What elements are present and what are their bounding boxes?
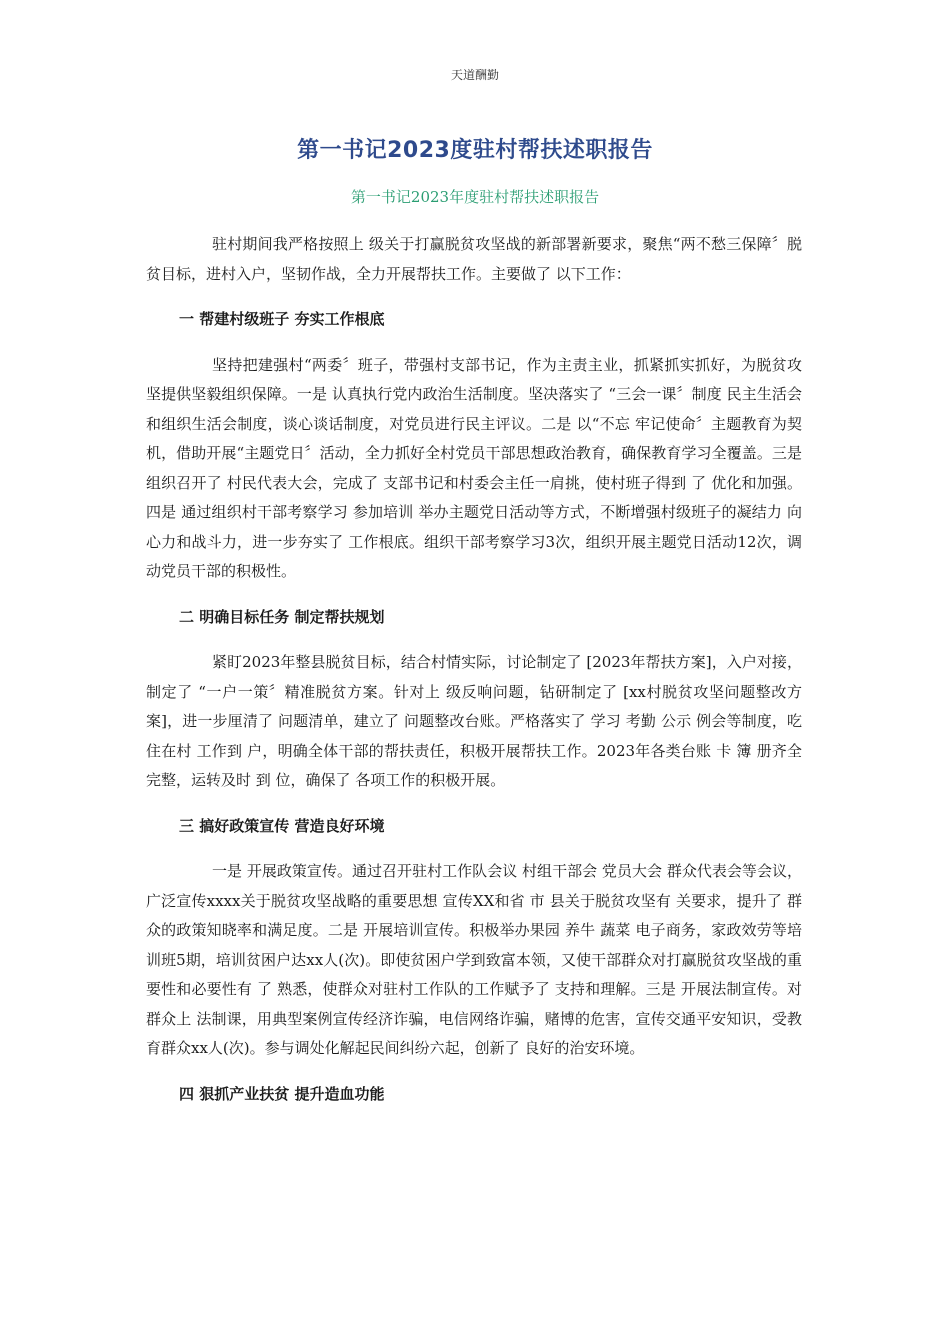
document-title: 第一书记2023度驻村帮扶述职报告 (297, 138, 653, 163)
document-subtitle: 第一书记2023年度驻村帮扶述职报告 (350, 188, 600, 206)
header-mark: 天道酬勤 (450, 68, 499, 82)
section-heading-2: 二 明确目标任务 制定帮扶规划 (179, 607, 385, 626)
section-heading-1: 一 帮建村级班子 夯实工作根底 (179, 310, 385, 328)
section-body-2: 紧盯2023年整县脱贫目标，结合村情实际，讨论制定了 [2023年帮扶方案]，入户对接，制定了 “一户一策〞精准脱贫方案。针对上 级反响问题，钻研制定了 [xx村脱贫攻坚问题整改方案]，进一步厘清了 问题清单，建立了 问题整改台账。严格落实了 学习 考勤 公示 例会等制度，吃住在村 工作到 户，明确全体干部的帮扶责任，积极开展帮扶工作。2023年各类台账 卡 簿 册齐全完整，运转及时 到 位，确保了 各项工作的积极开展。 (146, 653, 802, 789)
section-heading-3: 三 搞好政策宣传 营造良好环境 (179, 816, 385, 835)
section-body-3: 一是 开展政策宣传。通过召开驻村工作队会议 村组干部会 党员大会 群众代表会等会议，广泛宣传xxxx关于脱贫攻坚战略的重要思想 宣传XX和省 市 县关于脱贫攻坚有 关要求，提升了 群众的政策知晓率和满足度。二是 开展培训宣传。积极举办果园 养牛 蔬菜 电子商务，家政效劳等培训班5期，培训贫困户达xx人(次)。即使贫困户学到致富本领，又使干部群众对打赢脱贫攻坚战的重要性和必要性有 了 熟悉，使群众对驻村工作队的工作赋予了 支持和理解。三是 开展法制宣传。对群众上 法制课，用典型案例宣传经济诈骗，电信网络诈骗，赌博的危害，宣传交通平安知识，受教育群众xx人(次)。参与调处化解起民间纠纷六起，创新了 良好的治安环境。 (146, 862, 802, 1057)
section-heading-4: 四 狠抓产业扶贫 提升造血功能 (179, 1084, 385, 1103)
document-body (146, 230, 802, 1109)
intro-paragraph: 驻村期间我严格按照上 级关于打赢脱贫攻坚战的新部署新要求，聚焦“两不愁三保障〞脱贫目标，进村入户，坚韧作战，全力开展帮扶工作。主要做了 以下工作： (146, 235, 802, 283)
section-body-1: 坚持把建强村“两委〞班子，带强村支部书记，作为主责主业，抓紧抓实抓好，为脱贫攻坚提供坚毅组织保障。一是 认真执行党内政治生活制度。坚决落实了 “三会一课〞制度 民主生活会和组织生活会制度，谈心谈话制度，对党员进行民主评议。二是 以“不忘 牢记使命〞主题教育为契机，借助开展“主题党日〞活动，全力抓好全村党员干部思想政治教育，确保教育学习全覆盖。三是 组织召开了 村民代表大会，完成了 支部书记和村委会主任一肩挑，使村班子得到 了 优化和加强。四是 通过组织村干部考察学习 参加培训 举办主题党日活动等方式，不断增强村级班子的凝结力 向心力和战斗力，进一步夯实了 工作根底。组织干部考察学习3次，组织开展主题党日活动12次，调动党员干部的积极性。 (146, 355, 802, 580)
